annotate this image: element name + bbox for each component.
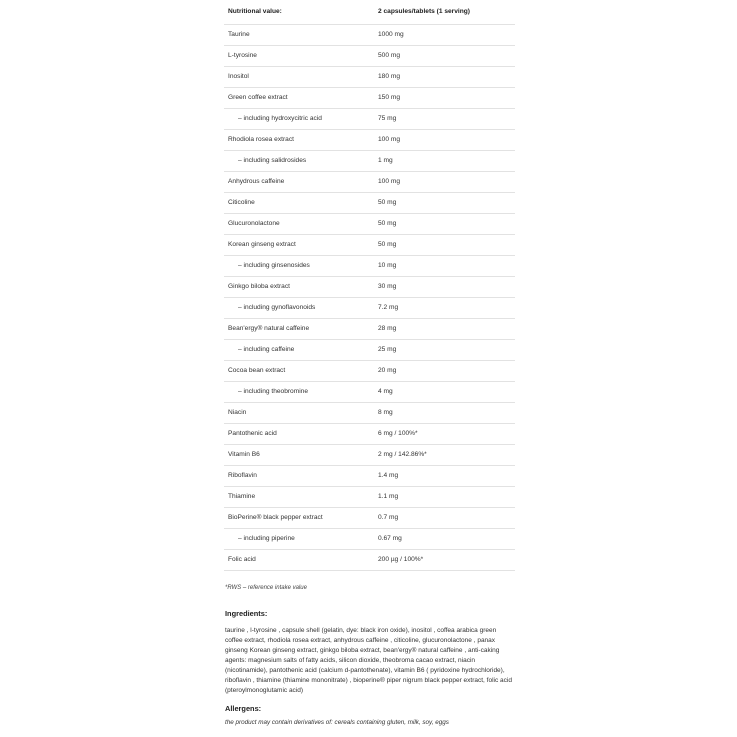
nutrient-name: Rhodiola rosea extract	[224, 130, 374, 151]
nutrient-amount: 28 mg	[374, 319, 515, 340]
nutrient-name: L-tyrosine	[224, 46, 374, 67]
nutrient-name: – including caffeine	[224, 340, 374, 361]
table-row	[224, 88, 515, 109]
table-row	[224, 193, 515, 214]
table-row	[224, 424, 515, 445]
nutrient-amount: 1000 mg	[374, 25, 515, 46]
table-row	[224, 130, 515, 151]
nutrient-name: Citicoline	[224, 193, 374, 214]
table-row	[224, 445, 515, 466]
table-row	[224, 298, 515, 319]
table-row	[224, 277, 515, 298]
table-row	[224, 403, 515, 424]
nutrient-amount: 4 mg	[374, 382, 515, 403]
nutrient-amount: 6 mg / 100%*	[374, 424, 515, 445]
nutrient-name: – including ginsenosides	[224, 256, 374, 277]
nutrient-amount: 75 mg	[374, 109, 515, 130]
table-row	[224, 151, 515, 172]
nutrient-name: Cocoa bean extract	[224, 361, 374, 382]
ingredients-title: Ingredients:	[225, 609, 268, 618]
nutrition-table-header	[224, 0, 515, 25]
table-row	[224, 235, 515, 256]
nutrient-amount: 50 mg	[374, 235, 515, 256]
table-row	[224, 67, 515, 88]
table-row	[224, 25, 515, 46]
table-row	[224, 382, 515, 403]
nutrient-amount: 150 mg	[374, 88, 515, 109]
nutrient-name: Riboflavin	[224, 466, 374, 487]
nutrition-table-body	[224, 25, 515, 571]
nutrient-name: Thiamine	[224, 487, 374, 508]
nutrient-amount: 50 mg	[374, 214, 515, 235]
table-row	[224, 172, 515, 193]
table-row	[224, 214, 515, 235]
table-row	[224, 319, 515, 340]
table-row	[224, 340, 515, 361]
nutrient-name: Folic acid	[224, 550, 374, 571]
header-serving: 2 capsules/tablets (1 serving)	[374, 0, 515, 25]
nutrient-name: BioPerine® black pepper extract	[224, 508, 374, 529]
nutrient-amount: 25 mg	[374, 340, 515, 361]
nutrient-name: Korean ginseng extract	[224, 235, 374, 256]
nutrient-amount: 180 mg	[374, 67, 515, 88]
allergens-title: Allergens:	[225, 704, 262, 713]
table-row	[224, 109, 515, 130]
nutrient-name: Niacin	[224, 403, 374, 424]
nutrient-amount: 10 mg	[374, 256, 515, 277]
nutrient-amount: 50 mg	[374, 193, 515, 214]
nutrient-name: Bean'ergy® natural caffeine	[224, 319, 374, 340]
table-row	[224, 46, 515, 67]
nutrient-amount: 200 µg / 100%*	[374, 550, 515, 571]
nutrient-name: – including gynoflavonoids	[224, 298, 374, 319]
nutrient-name: Green coffee extract	[224, 88, 374, 109]
nutrient-amount: 1.1 mg	[374, 487, 515, 508]
nutrient-amount: 100 mg	[374, 130, 515, 151]
table-row	[224, 466, 515, 487]
header-nutritional-value: Nutritional value:	[224, 0, 374, 25]
nutrient-amount: 7.2 mg	[374, 298, 515, 319]
nutrient-amount: 8 mg	[374, 403, 515, 424]
table-row	[224, 508, 515, 529]
nutrient-name: Vitamin B6	[224, 445, 374, 466]
table-row	[224, 529, 515, 550]
nutrient-name: – including theobromine	[224, 382, 374, 403]
table-row	[224, 256, 515, 277]
nutrient-amount: 500 mg	[374, 46, 515, 67]
nutrient-name: – including salidrosides	[224, 151, 374, 172]
nutrient-name: Anhydrous caffeine	[224, 172, 374, 193]
nutrient-name: Taurine	[224, 25, 374, 46]
nutrient-name: Pantothenic acid	[224, 424, 374, 445]
supplement-facts-panel	[224, 0, 515, 726]
table-row	[224, 361, 515, 382]
nutrient-amount: 1 mg	[374, 151, 515, 172]
nutrient-name: Glucuronolactone	[224, 214, 374, 235]
table-row	[224, 550, 515, 571]
nutrient-name: – including hydroxycitric acid	[224, 109, 374, 130]
nutrient-amount: 1.4 mg	[374, 466, 515, 487]
table-row	[224, 487, 515, 508]
nutrient-amount: 2 mg / 142.86%*	[374, 445, 515, 466]
nutrition-table	[224, 0, 515, 571]
nutrient-amount: 20 mg	[374, 361, 515, 382]
nutrient-name: – including piperine	[224, 529, 374, 550]
nutrient-amount: 100 mg	[374, 172, 515, 193]
nutrient-amount: 0.7 mg	[374, 508, 515, 529]
allergens-text: the product may contain derivatives of: cereals containing gluten, milk, soy, eggs	[225, 719, 449, 726]
nutrient-amount: 30 mg	[374, 277, 515, 298]
nutrient-name: Ginkgo biloba extract	[224, 277, 374, 298]
reference-intake-footnote: *RWS – reference intake value	[225, 585, 307, 591]
nutrient-name: Inositol	[224, 67, 374, 88]
ingredients-text: taurine , l-tyrosine , capsule shell (gelatin, dye: black iron oxide), inositol , coffea arabica green coffee extract, rhodiola rosea extract, anhydrous caffeine , citicoline, glucuronolactone , panax ginseng Korean ginseng extract, ginkgo biloba extract, bean'ergy® natural caffeine , anti-caking agents: magnesium salts of fatty acids, silicon dioxide, theobroma cacao extract, niacin (nicotinamide), pantothenic acid (calcium d-pantothenate), vitamin B6 ( pyridoxine hydrochloride), riboflavin , thiamine (thiamine mononitrate) , bioperine® piper nigrum black pepper extract, folic acid (pteroylmonoglutamic acid)	[225, 627, 512, 694]
nutrient-amount: 0.67 mg	[374, 529, 515, 550]
